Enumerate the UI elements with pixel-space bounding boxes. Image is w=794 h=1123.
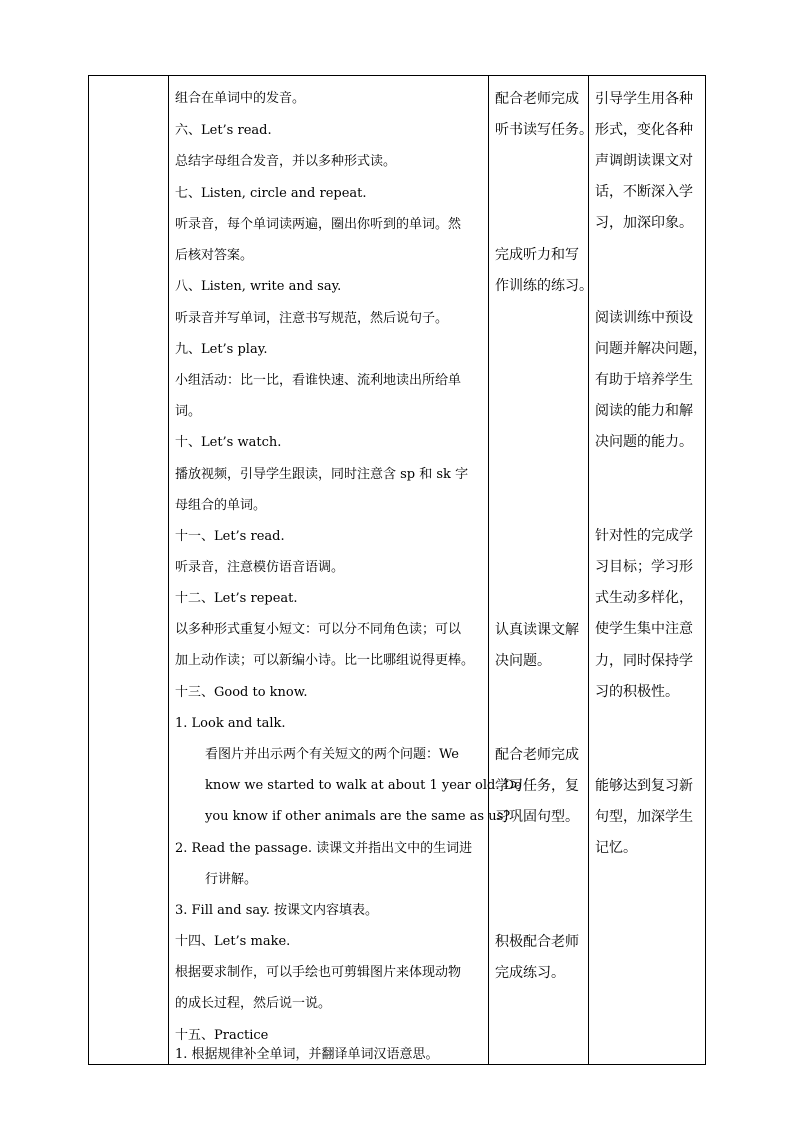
process-line: 总结字母组合发音，并以多种形式读。 — [175, 154, 397, 169]
column-divider — [488, 76, 489, 1064]
process-line: 十一、Let’s read. — [175, 529, 285, 544]
process-line: 组合在单词中的发音。 — [175, 91, 306, 106]
process-line: 听录音，每个单词读两遍，圈出你听到的单词。然 — [175, 217, 462, 232]
process-line: 2. Read the passage. 读课文并指出文中的生词进 — [175, 841, 473, 856]
process-line: 母组合的单词。 — [175, 498, 267, 513]
process-line: 十、Let’s watch. — [175, 435, 282, 450]
design-intent-line: 针对性的完成学 — [595, 528, 693, 544]
design-intent-line: 阅读的能力和解 — [595, 403, 693, 419]
process-line: 十四、Let’s make. — [175, 934, 291, 949]
design-intent-line: 阅读训练中预设 — [595, 310, 693, 326]
process-line: 加上动作读；可以新编小诗。比一比哪组说得更棒。 — [175, 653, 475, 668]
design-intent-line: 使学生集中注意 — [595, 621, 693, 637]
process-line: 十二、Let’s repeat. — [175, 591, 298, 606]
process-line: 十三、Good to know. — [175, 685, 308, 700]
design-intent-line: 习目标；学习形 — [595, 559, 693, 575]
student-activity-line: 配合老师完成 — [495, 91, 579, 107]
design-intent-line: 习的积极性。 — [595, 684, 679, 700]
student-activity-line: 完成听力和写 — [495, 247, 579, 263]
process-line: 1. Look and talk. — [175, 716, 286, 731]
design-intent-line: 声调朗读课文对 — [595, 153, 693, 169]
design-intent-line: 话，不断深入学 — [595, 184, 693, 200]
process-line: 播放视频，引导学生跟读，同时注意含 sp 和 sk 字 — [175, 467, 469, 482]
lesson-table — [88, 75, 706, 1065]
process-line: 听录音并写单词，注意书写规范，然后说句子。 — [175, 311, 449, 326]
process-line: 根据要求制作，可以手绘也可剪辑图片来体现动物 — [175, 965, 462, 980]
column-divider — [168, 76, 169, 1064]
process-line: you know if other animals are the same as us? — [205, 809, 511, 824]
design-intent-line: 形式，变化各种 — [595, 122, 693, 138]
student-activity-line: 完成练习。 — [495, 965, 565, 981]
student-activity-line: 决问题。 — [495, 653, 551, 669]
student-activity-line: 听书读写任务。 — [495, 122, 593, 138]
design-intent-line: 句型，加深学生 — [595, 809, 693, 825]
student-activity-line: 积极配合老师 — [495, 934, 579, 950]
process-line: 六、Let’s read. — [175, 123, 272, 138]
process-line: 后核对答案。 — [175, 248, 254, 263]
process-line: 词。 — [175, 404, 202, 419]
design-intent-line: 式生动多样化， — [595, 590, 693, 606]
student-activity-line: 配合老师完成 — [495, 747, 579, 763]
student-activity-line: 作训练的练习。 — [495, 278, 593, 294]
design-intent-line: 引导学生用各种 — [595, 91, 693, 107]
design-intent-line: 记忆。 — [595, 840, 637, 856]
process-line: 以多种形式重复小短文：可以分不同角色读；可以 — [175, 622, 462, 637]
process-line: 的成长过程，然后说一说。 — [175, 996, 332, 1011]
design-intent-line: 习，加深印象。 — [595, 215, 693, 231]
process-line: 八、Listen, write and say. — [175, 279, 342, 294]
design-intent-line: 能够达到复习新 — [595, 778, 693, 794]
student-activity-line: 认真读课文解 — [495, 622, 579, 638]
process-line: 九、Let’s play. — [175, 342, 268, 357]
process-line: 听录音，注意模仿语音语调。 — [175, 560, 345, 575]
student-activity-line: 习巩固句型。 — [495, 809, 579, 825]
process-line: 3. Fill and say. 按课文内容填表。 — [175, 903, 379, 918]
process-line: know we started to walk at about 1 year old. Do — [205, 778, 522, 793]
process-line: 小组活动：比一比，看谁快速、流利地读出所给单 — [175, 373, 462, 388]
process-line: 行讲解。 — [205, 872, 258, 887]
design-intent-line: 有助于培养学生 — [595, 372, 693, 388]
student-activity-line: 学习任务，复 — [495, 778, 579, 794]
design-intent-line: 力，同时保持学 — [595, 653, 693, 669]
design-intent-line: 决问题的能力。 — [595, 434, 693, 450]
process-line: 十五、Practice — [175, 1028, 269, 1043]
column-divider — [588, 76, 589, 1064]
process-line: 1. 根据规律补全单词，并翻译单词汉语意思。 — [175, 1047, 439, 1062]
process-line: 七、Listen, circle and repeat. — [175, 186, 367, 201]
process-line: 看图片并出示两个有关短文的两个问题：We — [205, 747, 459, 762]
design-intent-line: 问题并解决问题， — [595, 341, 707, 357]
